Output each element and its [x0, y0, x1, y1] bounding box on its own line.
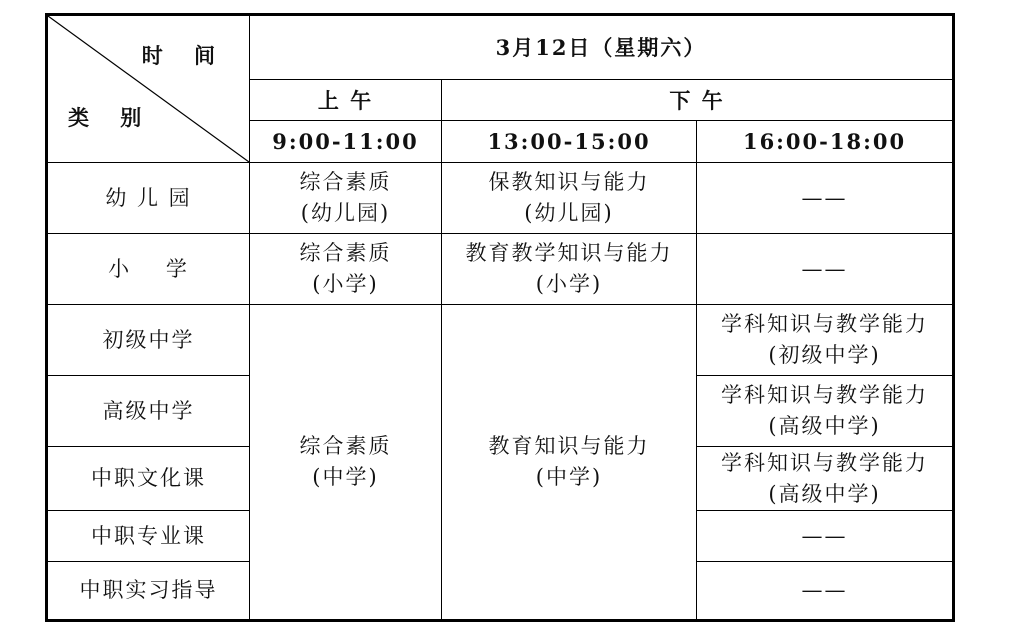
table-row	[47, 234, 954, 305]
slot-afternoon-1: 13:00-15:00	[442, 121, 697, 163]
slot-afternoon-2: 16:00-18:00	[697, 121, 954, 163]
category-cell: 初级中学	[47, 305, 250, 376]
category-label: 类 别	[68, 105, 154, 130]
header-row-date	[47, 15, 954, 80]
afternoon2-exam-cell: ——	[697, 163, 954, 234]
afternoon1-exam-cell: 保教知识与能力 (幼儿园)	[442, 163, 697, 234]
category-cell: 幼 儿 园	[47, 163, 250, 234]
time-label: 时 间	[141, 43, 227, 68]
afternoon1-exam-cell: 教育教学知识与能力 (小学)	[442, 234, 697, 305]
category-cell: 中职实习指导	[47, 562, 250, 621]
diagonal-header-cell	[47, 15, 250, 163]
morning-label: 上 午	[250, 80, 442, 121]
category-cell: 高级中学	[47, 376, 250, 447]
exam-schedule-table	[45, 13, 955, 622]
afternoon2-exam-cell: 学科知识与教学能力 (高级中学)	[697, 447, 954, 511]
secondary-morning-exam-cell: 综合素质 (中学)	[250, 305, 442, 621]
afternoon2-exam-cell: 学科知识与教学能力 (初级中学)	[697, 305, 954, 376]
afternoon2-exam-cell: 学科知识与教学能力 (高级中学)	[697, 376, 954, 447]
afternoon-label: 下 午	[442, 80, 954, 121]
table-row	[47, 305, 954, 376]
morning-exam-cell: 综合素质 (幼儿园)	[250, 163, 442, 234]
slot-morning: 9:00-11:00	[250, 121, 442, 163]
morning-exam-cell: 综合素质 (小学)	[250, 234, 442, 305]
table-row	[47, 163, 954, 234]
category-cell: 中职专业课	[47, 511, 250, 562]
afternoon2-exam-cell: ——	[697, 234, 954, 305]
category-cell: 小 学	[47, 234, 250, 305]
diagonal-line	[48, 16, 249, 162]
category-cell: 中职文化课	[47, 447, 250, 511]
secondary-afternoon1-exam-cell: 教育知识与能力 (中学)	[442, 305, 697, 621]
afternoon2-exam-cell: ——	[697, 511, 954, 562]
afternoon2-exam-cell: ——	[697, 562, 954, 621]
exam-date: 3月12日（星期六）	[250, 15, 954, 80]
